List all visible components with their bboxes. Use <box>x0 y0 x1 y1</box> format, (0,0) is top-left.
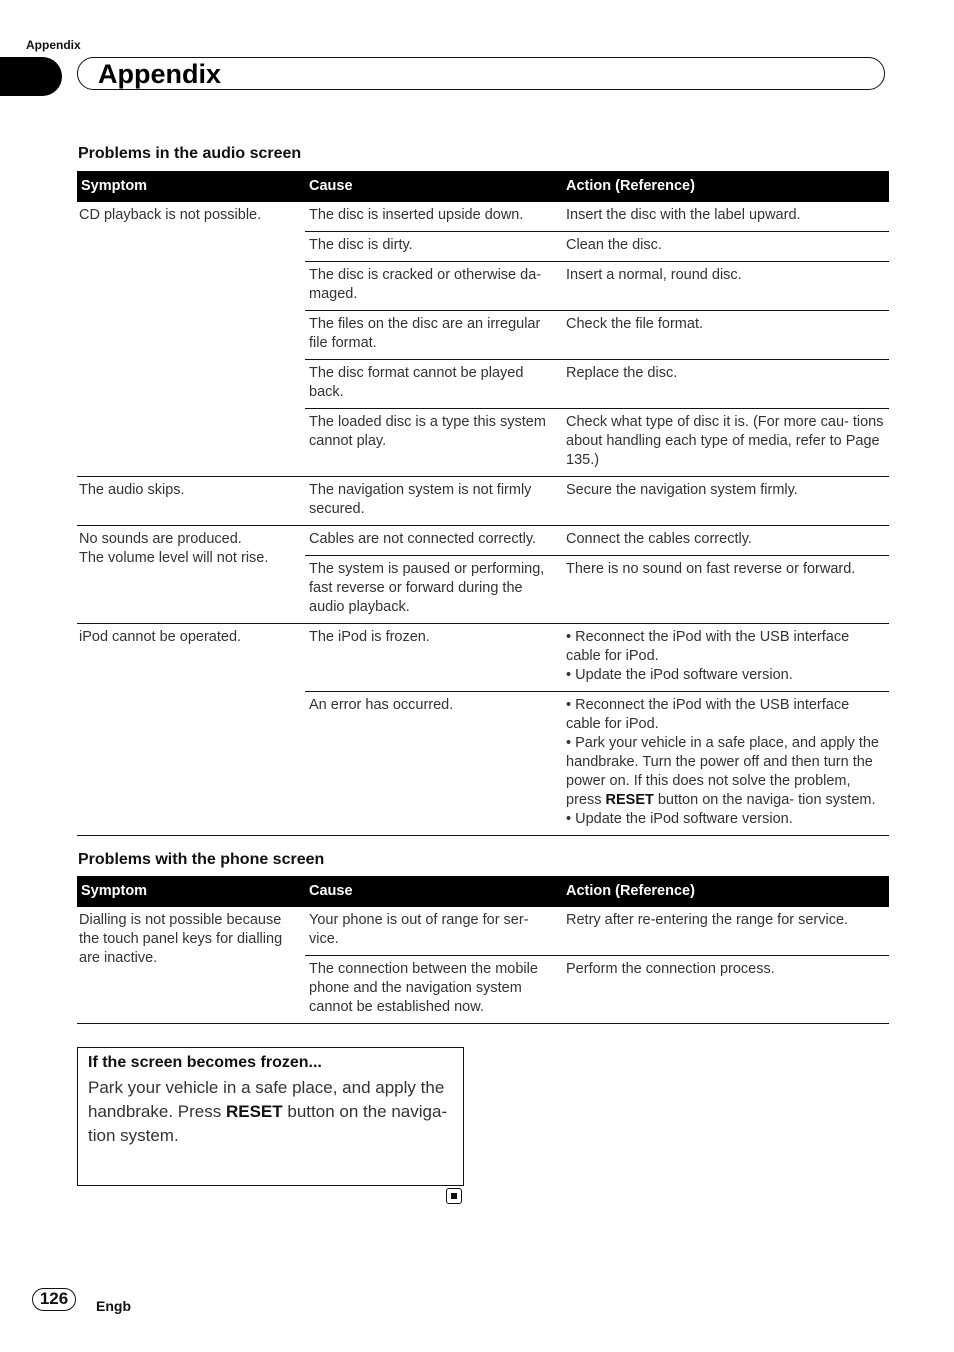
action-cell: Insert the disc with the label upward. <box>562 202 889 232</box>
action-cell: Retry after re-entering the range for service. <box>562 907 889 956</box>
audio-table-title: Problems in the audio screen <box>78 145 302 162</box>
note-box <box>77 1047 464 1186</box>
cause-cell: The disc is cracked or otherwise da- maged. <box>305 262 562 311</box>
cause-cell: The iPod is frozen. <box>305 624 562 692</box>
table-row <box>77 202 889 232</box>
header-action: Action (Reference) <box>562 876 889 907</box>
cause-cell: An error has occurred. <box>305 692 562 836</box>
action-line <box>566 734 887 810</box>
header-symptom: Symptom <box>77 876 305 907</box>
action-cell: Check what type of disc it is. (For more cau- tions about handling each type of media, refer to Page 135.) <box>562 409 889 477</box>
action-cell: Check the file format. <box>562 311 889 360</box>
cause-cell: Your phone is out of range for ser- vice. <box>305 907 562 956</box>
cause-cell: The disc format cannot be played back. <box>305 360 562 409</box>
action-line: • Reconnect the iPod with the USB interface cable for iPod. <box>566 697 850 732</box>
section-title: Appendix <box>98 59 222 89</box>
action-cell: Insert a normal, round disc. <box>562 262 889 311</box>
action-cell: Connect the cables correctly. <box>562 526 889 556</box>
action-cell: There is no sound on fast reverse or forward. <box>562 556 889 624</box>
symptom-line: No sounds are produced. <box>79 531 242 547</box>
header-cause: Cause <box>305 171 562 202</box>
action-cell: Clean the disc. <box>562 232 889 262</box>
language-code: Engb <box>96 1298 131 1314</box>
action-cell <box>562 624 889 692</box>
action-line: • Update the iPod software version. <box>566 667 793 683</box>
symptom-cell: CD playback is not possible. <box>77 202 305 477</box>
reset-key-label: RESET <box>225 1102 283 1121</box>
symptom-line: The volume level will not rise. <box>79 550 269 566</box>
header-action: Action (Reference) <box>562 171 889 202</box>
action-cell: Perform the connection process. <box>562 956 889 1024</box>
symptom-cell <box>77 526 305 624</box>
action-cell: Replace the disc. <box>562 360 889 409</box>
cause-cell: The navigation system is not firmly secured. <box>305 477 562 526</box>
cause-cell: The loaded disc is a type this system cannot play. <box>305 409 562 477</box>
action-line: • Reconnect the iPod with the USB interface cable for iPod. <box>566 629 850 664</box>
note-body <box>88 1076 453 1148</box>
action-text: button on the naviga- tion system. <box>653 792 876 808</box>
cause-cell: The connection between the mobile phone and the navigation system cannot be established now. <box>305 956 562 1024</box>
end-of-section-icon <box>446 1188 462 1204</box>
audio-troubleshooting-table <box>77 171 889 836</box>
cause-cell: Cables are not connected correctly. <box>305 526 562 556</box>
cause-cell: The disc is dirty. <box>305 232 562 262</box>
note-text: button on the naviga- tion system. <box>88 1102 448 1145</box>
table-row <box>77 526 889 556</box>
table-row <box>77 624 889 692</box>
section-tab-marker <box>0 57 62 96</box>
table-header-row <box>77 876 889 907</box>
cause-cell: The disc is inserted upside down. <box>305 202 562 232</box>
cause-cell: The system is paused or performing, fast reverse or forward during the audio playback. <box>305 556 562 624</box>
symptom-cell: iPod cannot be operated. <box>77 624 305 836</box>
table-row <box>77 907 889 956</box>
table-row <box>77 477 889 526</box>
note-text: Park your vehicle in a safe place, and apply the handbrake. Press <box>88 1078 445 1121</box>
header-symptom: Symptom <box>77 171 305 202</box>
table-header-row <box>77 171 889 202</box>
section-title-pill <box>77 57 885 90</box>
action-line: • Update the iPod software version. <box>566 811 793 827</box>
action-cell: Secure the navigation system firmly. <box>562 477 889 526</box>
cause-cell: The files on the disc are an irregular file format. <box>305 311 562 360</box>
symptom-cell: Dialling is not possible because the touch panel keys for dialling are inactive. <box>77 907 305 1024</box>
phone-troubleshooting-table <box>77 876 889 1024</box>
action-cell <box>562 692 889 836</box>
header-cause: Cause <box>305 876 562 907</box>
note-title: If the screen becomes frozen... <box>88 1054 322 1071</box>
running-head: Appendix <box>26 38 81 52</box>
reset-key-label: RESET <box>605 792 654 808</box>
symptom-cell: The audio skips. <box>77 477 305 526</box>
action-text: • Park your vehicle in a safe place, and apply the handbrake. Turn the power off and then turn the power on. If this does not solve the problem, press <box>566 735 879 808</box>
page-number: 126 <box>32 1288 76 1311</box>
phone-table-title: Problems with the phone screen <box>78 851 325 868</box>
